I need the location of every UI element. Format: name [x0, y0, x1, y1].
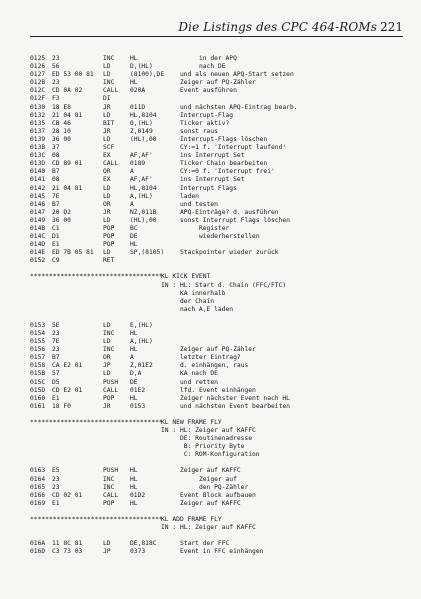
operand: A,(HL)	[130, 192, 153, 200]
address: 0158	[30, 362, 46, 370]
comment: Interrupt-Flag	[180, 111, 234, 119]
address: 014B	[30, 224, 46, 232]
opcode-bytes: F3	[52, 95, 60, 103]
address: 0146	[30, 200, 46, 208]
mnemonic: LD	[103, 135, 111, 143]
comment: und retten	[180, 378, 218, 386]
comment: APQ-Einträge? d. ausführen	[180, 208, 279, 216]
comment: nach DE	[180, 63, 226, 71]
opcode-bytes: 18 E8	[52, 103, 71, 111]
operand: 0,(HL)	[130, 119, 153, 127]
address: 015B	[30, 370, 46, 378]
operand: AF,AF'	[130, 176, 153, 184]
mnemonic: INC	[103, 79, 115, 87]
section-header	[30, 516, 410, 524]
spacer	[30, 314, 410, 322]
operand: Z,01E2	[130, 362, 153, 370]
opcode-bytes: 18 F0	[52, 402, 71, 410]
address: 0126	[30, 63, 46, 71]
mnemonic: LD	[103, 370, 111, 378]
address: 013C	[30, 152, 46, 160]
code-line	[30, 193, 410, 201]
mnemonic: INC	[103, 483, 115, 491]
mnemonic: RET	[103, 257, 115, 265]
operand: 011D	[130, 103, 146, 111]
code-line	[30, 346, 410, 354]
opcode-bytes: E1	[52, 241, 60, 249]
operand: (HL),00	[130, 135, 157, 143]
operand: DE	[130, 233, 138, 241]
opcode-bytes: E5	[52, 467, 60, 475]
address: 0142	[30, 184, 46, 192]
comment: sonst raus	[180, 127, 218, 135]
address: 0152	[30, 257, 46, 265]
operand: HL,8104	[130, 184, 157, 192]
opcode-bytes: 28 10	[52, 127, 71, 135]
operand: HL	[130, 475, 138, 483]
routine-parameter-line	[30, 443, 410, 451]
page-number: 221	[380, 20, 403, 34]
operand: HL	[130, 467, 138, 475]
mnemonic: LD	[103, 216, 111, 224]
operand: HL	[130, 394, 138, 402]
code-line	[30, 95, 410, 103]
mnemonic: JP	[103, 548, 111, 556]
mnemonic: LD	[103, 540, 111, 548]
mnemonic: INC	[103, 55, 115, 62]
address: 0130	[30, 103, 46, 111]
operand: HL	[130, 483, 138, 491]
code-line	[30, 492, 410, 500]
mnemonic: CALL	[103, 386, 119, 394]
routine-name: KL KICK EVENT	[161, 273, 211, 281]
code-line	[30, 484, 410, 492]
address: 012B	[30, 79, 46, 87]
routine-parameter-line	[30, 427, 410, 435]
code-line	[30, 330, 410, 338]
comment: Ticker Chain bearbeiten	[180, 160, 268, 168]
mnemonic: JR	[103, 402, 111, 410]
comment: wiederherstellen	[180, 233, 260, 241]
comment: Start der FFC	[180, 540, 230, 548]
comment: Stackpointer wieder zurück	[180, 249, 279, 257]
operand: A	[130, 168, 134, 176]
operand: HL	[130, 499, 138, 507]
code-line	[30, 87, 410, 95]
code-line	[30, 63, 410, 71]
mnemonic: LD	[103, 71, 111, 79]
operand: DE,818C	[130, 540, 157, 548]
address: 0125	[30, 55, 46, 62]
mnemonic: INC	[103, 330, 115, 337]
comment: Interrupt-Flags löschen	[180, 135, 268, 143]
operand: A	[130, 200, 134, 208]
mnemonic: LD	[103, 111, 111, 119]
mnemonic: LD	[103, 184, 111, 192]
code-line	[30, 144, 410, 152]
operand: HL	[130, 79, 138, 87]
mnemonic: OR	[103, 200, 111, 208]
address: 0141	[30, 176, 46, 184]
parameter-text: IN : HL: Zeiger auf KAFFC	[161, 427, 256, 435]
opcode-bytes: CD 89 01	[52, 160, 83, 168]
mnemonic: CALL	[103, 491, 119, 499]
operand: 0189	[130, 160, 146, 168]
address: 016A	[30, 540, 46, 548]
comment: Zeiger auf KAFFC	[180, 499, 241, 507]
operand: 0373	[130, 548, 146, 556]
opcode-bytes: 23	[52, 79, 60, 87]
routine-parameter-line	[30, 290, 410, 298]
routine-parameter-line	[30, 435, 410, 443]
routine-parameter-line	[30, 282, 410, 290]
parameter-text: KA innerhalb	[161, 289, 226, 297]
operand: 0153	[130, 402, 146, 410]
address: 0140	[30, 168, 46, 176]
comment: sonst Interrupt Flags löschen	[180, 216, 290, 224]
mnemonic: INC	[103, 475, 115, 483]
comment: Ticker aktiv?	[180, 119, 230, 127]
opcode-bytes: 36 00	[52, 135, 71, 143]
address: 0145	[30, 192, 46, 200]
code-line	[30, 249, 410, 257]
code-line	[30, 112, 410, 120]
comment: Event Block aufbauen	[180, 491, 256, 499]
spacer	[30, 265, 410, 273]
operand: Z,0149	[130, 127, 153, 135]
comment: ins Interrupt Set	[180, 152, 245, 160]
operand: (8100),DE	[130, 71, 165, 79]
comment: Zeiger auf	[180, 475, 237, 483]
opcode-bytes: C9	[52, 257, 60, 265]
mnemonic: EX	[103, 152, 111, 160]
address: 0154	[30, 330, 46, 337]
mnemonic: POP	[103, 224, 115, 232]
routine-parameter-line	[30, 298, 410, 306]
address: 016D	[30, 548, 46, 556]
code-line	[30, 322, 410, 330]
mnemonic: PUSH	[103, 467, 119, 475]
mnemonic: JR	[103, 208, 111, 216]
routine-parameter-line	[30, 451, 410, 459]
operand: A	[130, 354, 134, 362]
mnemonic: JP	[103, 362, 111, 370]
address: 0164	[30, 475, 46, 483]
address: 0147	[30, 208, 46, 216]
opcode-bytes: 21 04 81	[52, 111, 83, 119]
code-line	[30, 71, 410, 79]
mnemonic: LD	[103, 338, 111, 346]
code-line	[30, 185, 410, 193]
page-header	[30, 18, 403, 38]
spacer	[30, 411, 410, 419]
code-line	[30, 379, 410, 387]
comment: den PQ-Zähler	[180, 483, 249, 491]
address: 0139	[30, 135, 46, 143]
code-line	[30, 540, 410, 548]
code-line	[30, 128, 410, 136]
code-line	[30, 387, 410, 395]
comment: Interrupt Flags	[180, 184, 237, 192]
header-rule	[30, 36, 403, 37]
code-line	[30, 55, 410, 63]
code-line	[30, 467, 410, 475]
operand: E,(HL)	[130, 321, 153, 329]
parameter-text: der Chain	[161, 297, 215, 305]
code-line	[30, 354, 410, 362]
comment: Zeiger auf KAFFC	[180, 467, 241, 475]
code-line	[30, 104, 410, 112]
code-line	[30, 209, 410, 217]
opcode-bytes: 20 D2	[52, 208, 71, 216]
operand: A,(HL)	[130, 338, 153, 346]
address: 0160	[30, 394, 46, 402]
code-line	[30, 241, 410, 249]
comment: CY:=0 f. 'Interrupt frei'	[180, 168, 275, 176]
mnemonic: POP	[103, 394, 115, 402]
spacer	[30, 508, 410, 516]
comment: CY:=1 f. 'Interrupt laufend'	[180, 144, 287, 152]
mnemonic: JR	[103, 127, 111, 135]
opcode-bytes: CB 46	[52, 119, 71, 127]
opcode-bytes: 7E	[52, 338, 60, 346]
opcode-bytes: CA E2 01	[52, 362, 83, 370]
opcode-bytes: 23	[52, 55, 60, 62]
code-line	[30, 120, 410, 128]
address: 0161	[30, 402, 46, 410]
address: 0149	[30, 216, 46, 224]
opcode-bytes: ED 7B 05 81	[52, 249, 94, 257]
opcode-bytes: B7	[52, 354, 60, 362]
operand: NZ,011B	[130, 208, 157, 216]
comment: ins Interrupt Set	[180, 176, 245, 184]
comment: KA nach DE	[180, 370, 218, 378]
address: 013D	[30, 160, 46, 168]
mnemonic: POP	[103, 233, 115, 241]
parameter-text: B: Priority Byte	[161, 443, 245, 451]
opcode-bytes: CD E2 01	[52, 386, 83, 394]
address: 0153	[30, 321, 46, 329]
mnemonic: SCF	[103, 144, 115, 152]
code-line	[30, 476, 410, 484]
opcode-bytes: 57	[52, 370, 60, 378]
asterisk-separator: ***********************************	[30, 418, 163, 426]
routine-parameter-line	[30, 524, 410, 532]
opcode-bytes: 21 04 81	[52, 184, 83, 192]
address: 0169	[30, 499, 46, 507]
opcode-bytes: E1	[52, 394, 60, 402]
asterisk-separator: ***********************************	[30, 273, 163, 281]
opcode-bytes: CD 0A 02	[52, 87, 83, 95]
mnemonic: PUSH	[103, 378, 119, 386]
mnemonic: LD	[103, 63, 111, 71]
comment: d. einhängen, raus	[180, 362, 249, 370]
assembly-listing	[30, 55, 410, 556]
code-line	[30, 362, 410, 370]
code-line	[30, 168, 410, 176]
comment: und nächsten APQ-Eintrag bearb.	[180, 103, 298, 111]
operand: D,(HL)	[130, 63, 153, 71]
operand: DE	[130, 378, 138, 386]
address: 0157	[30, 354, 46, 362]
mnemonic: LD	[103, 192, 111, 200]
operand: SP,(8105)	[130, 249, 165, 257]
opcode-bytes: 37	[52, 144, 60, 152]
mnemonic: CALL	[103, 160, 119, 168]
address: 012C	[30, 87, 46, 95]
comment: Event ausführen	[180, 87, 237, 95]
parameter-text: C: ROM-Konfiguration	[161, 451, 260, 459]
code-line	[30, 136, 410, 144]
mnemonic: CALL	[103, 87, 119, 95]
address: 015D	[30, 386, 46, 394]
operand: HL	[130, 330, 138, 337]
comment: Event in FFC einhängen	[180, 548, 264, 556]
mnemonic: LD	[103, 249, 111, 257]
code-line	[30, 233, 410, 241]
opcode-bytes: 23	[52, 330, 60, 337]
address: 0163	[30, 467, 46, 475]
spacer	[30, 532, 410, 540]
asterisk-separator: ***********************************	[30, 515, 163, 523]
address: 015C	[30, 378, 46, 386]
mnemonic: POP	[103, 241, 115, 249]
opcode-bytes: 23	[52, 346, 60, 354]
comment: lfd. Event einhängen	[180, 386, 256, 394]
mnemonic: OR	[103, 168, 111, 176]
code-line	[30, 500, 410, 508]
opcode-bytes: D1	[52, 233, 60, 241]
parameter-text: DE: Routinenadresse	[161, 435, 252, 443]
section-header	[30, 419, 410, 427]
comment: Zeiger auf PQ-Zähler	[180, 346, 256, 354]
comment: in der APQ	[180, 55, 237, 62]
opcode-bytes: C3 73 03	[52, 548, 83, 556]
operand: 01D2	[130, 491, 146, 499]
opcode-bytes: E1	[52, 499, 60, 507]
address: 014E	[30, 249, 46, 257]
address: 014C	[30, 233, 46, 241]
opcode-bytes: 23	[52, 475, 60, 483]
spacer	[30, 459, 410, 467]
code-line	[30, 395, 410, 403]
opcode-bytes: CD 02 01	[52, 491, 83, 499]
opcode-bytes: 56	[52, 63, 60, 71]
address: 0156	[30, 346, 46, 354]
code-line	[30, 403, 410, 411]
comment: und testen	[180, 200, 218, 208]
mnemonic: INC	[103, 346, 115, 354]
section-header	[30, 273, 410, 281]
opcode-bytes: 08	[52, 176, 60, 184]
routine-name: KL ADD FRAME FLY	[161, 515, 222, 523]
code-line	[30, 176, 410, 184]
comment: und als neuen APQ-Start setzen	[180, 71, 294, 79]
code-line	[30, 338, 410, 346]
address: 0135	[30, 119, 46, 127]
mnemonic: OR	[103, 354, 111, 362]
code-line	[30, 257, 410, 265]
mnemonic: BIT	[103, 119, 115, 127]
parameter-text: IN : HL: Zeiger auf KAFFC	[161, 523, 256, 531]
code-line	[30, 370, 410, 378]
mnemonic: LD	[103, 321, 111, 329]
routine-parameter-line	[30, 306, 410, 314]
operand: HL,8104	[130, 111, 157, 119]
address: 013B	[30, 144, 46, 152]
comment: laden	[180, 192, 199, 200]
opcode-bytes: B7	[52, 168, 60, 176]
address: 014D	[30, 241, 46, 249]
operand: D,A	[130, 370, 142, 378]
operand: AF,AF'	[130, 152, 153, 160]
parameter-text: nach A,E laden	[161, 305, 234, 313]
operand: BC	[130, 224, 138, 232]
running-title: Die Listings des CPC 464-ROMs	[178, 20, 377, 34]
comment: letzter Eintrag?	[180, 354, 241, 362]
address: 0155	[30, 338, 46, 346]
address: 0137	[30, 127, 46, 135]
opcode-bytes: ED 53 00 81	[52, 71, 94, 79]
parameter-text: IN : HL: Start d. Chain (FFC/FTC)	[161, 281, 287, 289]
opcode-bytes: 7E	[52, 192, 60, 200]
address: 0166	[30, 491, 46, 499]
address: 0127	[30, 71, 46, 79]
opcode-bytes: D5	[52, 378, 60, 386]
mnemonic: DI	[103, 95, 111, 103]
opcode-bytes: B7	[52, 200, 60, 208]
code-line	[30, 225, 410, 233]
comment: Zeiger nächster Event nach HL	[180, 394, 290, 402]
mnemonic: JR	[103, 103, 111, 111]
opcode-bytes: 23	[52, 483, 60, 491]
code-line	[30, 160, 410, 168]
operand: HL	[130, 346, 138, 354]
address: 0165	[30, 483, 46, 491]
routine-name: KL NEW FRAME FLY	[161, 418, 222, 426]
operand: 01E2	[130, 386, 146, 394]
address: 0132	[30, 111, 46, 119]
opcode-bytes: 5E	[52, 321, 60, 329]
address: 012F	[30, 95, 46, 103]
operand: HL	[130, 241, 138, 249]
mnemonic: POP	[103, 499, 115, 507]
operand: (HL),00	[130, 216, 157, 224]
code-line	[30, 548, 410, 556]
code-line	[30, 79, 410, 87]
operand: 020A	[130, 87, 146, 95]
operand: HL	[130, 55, 138, 62]
opcode-bytes: 08	[52, 152, 60, 160]
opcode-bytes: 36 00	[52, 216, 71, 224]
code-line	[30, 201, 410, 209]
comment: Zeiger auf PQ-Zähler	[180, 79, 256, 87]
code-line	[30, 152, 410, 160]
code-line	[30, 217, 410, 225]
comment: Register	[180, 224, 230, 232]
opcode-bytes: C1	[52, 224, 60, 232]
comment: und nächsten Event bearbeiten	[180, 402, 290, 410]
mnemonic: EX	[103, 176, 111, 184]
opcode-bytes: 11 8C 81	[52, 540, 83, 548]
